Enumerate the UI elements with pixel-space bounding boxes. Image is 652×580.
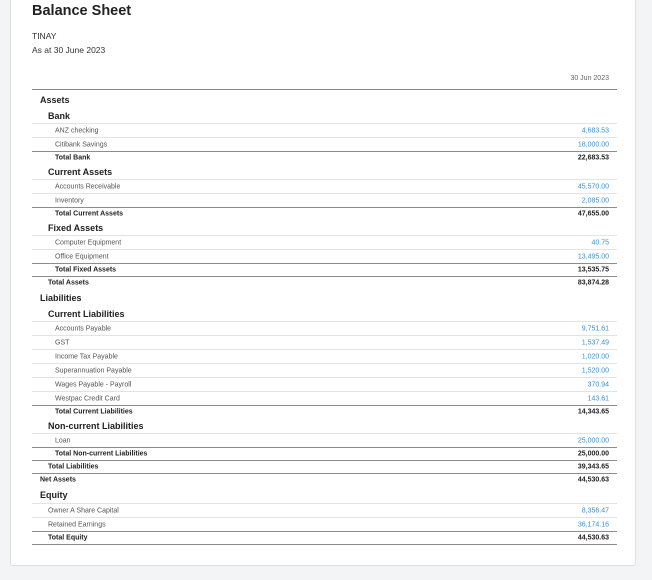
total-amount: 13,535.75 (577, 266, 609, 274)
account-amount-link[interactable]: 4,683.53 (581, 127, 609, 134)
account-name-link: Wages Payable - Payroll (55, 381, 132, 388)
heading-label: Liabilities (40, 292, 82, 303)
account-amount-link[interactable]: 13,495.00 (577, 253, 609, 260)
account-amount-link[interactable]: 40.75 (591, 239, 609, 246)
account-amount-link[interactable]: 1,520.00 (581, 367, 609, 374)
total-label: Total Assets (48, 279, 89, 287)
account-name-link: ANZ checking (55, 127, 99, 134)
section-heading (32, 289, 617, 306)
total-label: Total Liabilities (48, 463, 99, 471)
total-label: Total Bank (55, 154, 91, 162)
section-heading (32, 486, 617, 503)
account-name-link: Westpac Credit Card (55, 395, 120, 402)
subsection-heading (32, 418, 617, 433)
header-divider (32, 89, 617, 90)
account-row[interactable] (32, 517, 617, 531)
account-amount-link[interactable]: 143.61 (587, 395, 609, 402)
account-name-link: Loan (55, 437, 71, 444)
report-end-divider (32, 544, 617, 545)
total-amount: 44,530.63 (577, 476, 609, 484)
total-amount: 47,655.00 (577, 210, 609, 218)
total-amount: 22,683.53 (577, 154, 609, 162)
account-name-link: Accounts Payable (55, 325, 112, 332)
account-amount-link[interactable]: 370.94 (587, 381, 609, 388)
report-title: Balance Sheet (32, 3, 132, 19)
total-amount: 39,343.65 (577, 463, 609, 471)
total-label: Total Current Assets (55, 210, 124, 218)
heading-label: Equity (40, 489, 68, 500)
account-name-link: Citibank Savings (55, 141, 108, 148)
account-row[interactable] (32, 179, 617, 193)
heading-label: Fixed Assets (48, 222, 104, 233)
account-amount-link[interactable]: 1,537.49 (581, 339, 609, 346)
total-label: Total Fixed Assets (55, 266, 117, 274)
total-amount: 44,530.63 (577, 534, 609, 542)
account-amount-link[interactable]: 9,751.61 (581, 325, 609, 332)
total-label: Total Equity (48, 534, 88, 542)
account-row[interactable] (32, 235, 617, 249)
account-row[interactable] (32, 249, 617, 263)
subsection-heading (32, 108, 617, 123)
account-name-link: Superannuation Payable (55, 367, 132, 374)
account-name-link: Accounts Receivable (55, 183, 121, 190)
account-row[interactable] (32, 193, 617, 207)
report-rows (32, 91, 617, 545)
account-name-link: Inventory (55, 197, 84, 204)
total-row (32, 531, 617, 544)
total-label: Total Non-current Liabilities (55, 450, 148, 458)
account-amount-link[interactable]: 36,174.16 (577, 521, 609, 528)
total-row (32, 405, 617, 418)
account-row[interactable] (32, 503, 617, 517)
heading-label: Bank (48, 110, 71, 121)
heading-label: Current Assets (48, 166, 113, 177)
total-row (32, 151, 617, 164)
report-date: As at 30 June 2023 (32, 45, 106, 55)
account-amount-link[interactable]: 25,000.00 (577, 437, 609, 444)
account-row[interactable] (32, 391, 617, 405)
organisation-name: TINAY (32, 31, 57, 41)
account-amount-link[interactable]: 1,020.00 (581, 353, 609, 360)
column-header-date: 30 Jun 2023 (570, 75, 609, 82)
subsection-heading (32, 164, 617, 179)
section-heading (32, 91, 617, 108)
account-row[interactable] (32, 137, 617, 151)
heading-label: Assets (40, 94, 70, 105)
total-row (32, 263, 617, 276)
subsection-heading (32, 306, 617, 321)
total-label: Total Current Liabilities (55, 408, 133, 416)
account-amount-link[interactable]: 2,085.00 (581, 197, 609, 204)
account-name-link: Computer Equipment (55, 239, 122, 246)
account-amount-link[interactable]: 18,000.00 (577, 141, 609, 148)
account-amount-link[interactable]: 45,570.00 (577, 183, 609, 190)
total-label: Net Assets (40, 476, 76, 484)
heading-label: Non-current Liabilities (48, 420, 144, 431)
account-name-link: Owner A Share Capital (48, 507, 119, 514)
account-name-link: Retained Earnings (48, 521, 106, 528)
account-amount-link[interactable]: 8,356.47 (581, 507, 609, 514)
account-name-link: Income Tax Payable (55, 353, 118, 360)
account-row[interactable] (32, 123, 617, 137)
total-amount: 83,874.28 (577, 279, 609, 287)
account-name-link: GST (55, 339, 70, 346)
subsection-heading (32, 220, 617, 235)
total-amount: 25,000.00 (577, 450, 609, 458)
account-row[interactable] (32, 433, 617, 447)
account-row[interactable] (32, 349, 617, 363)
total-row (32, 473, 617, 486)
account-name-link: Office Equipment (55, 253, 109, 260)
heading-label: Current Liabilities (48, 308, 125, 319)
account-row[interactable] (32, 363, 617, 377)
total-amount: 14,343.65 (577, 408, 609, 416)
total-row (32, 207, 617, 220)
total-row (32, 276, 617, 289)
total-row (32, 460, 617, 473)
total-row (32, 447, 617, 460)
account-row[interactable] (32, 335, 617, 349)
balance-sheet-card (10, 0, 636, 566)
account-row[interactable] (32, 377, 617, 391)
account-row[interactable] (32, 321, 617, 335)
